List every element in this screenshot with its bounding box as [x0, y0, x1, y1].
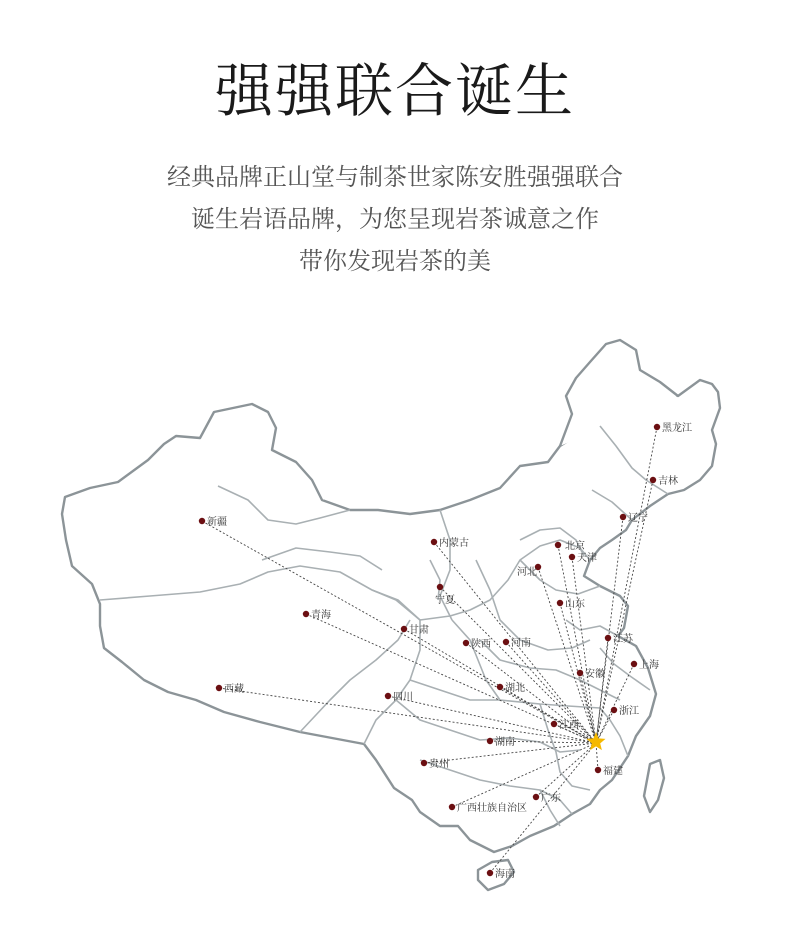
outline-main	[62, 380, 720, 852]
location-dot	[555, 542, 561, 548]
location-dot	[487, 738, 493, 744]
location-dot	[503, 639, 509, 645]
location-dot	[199, 518, 205, 524]
location-label: 河北	[517, 567, 537, 578]
location-dot	[595, 767, 601, 773]
location-dot	[605, 635, 611, 641]
location-label: 天津	[577, 553, 597, 564]
subtitle-line: 诞生岩语品牌，为您呈现岩茶诚意之作	[191, 205, 599, 233]
location-label: 北京	[565, 541, 585, 552]
location-label: 山东	[565, 599, 585, 610]
location-label: 黑龙江	[662, 423, 692, 434]
location-label: 上海	[639, 660, 659, 671]
location-dot	[611, 707, 617, 713]
location-dot	[533, 794, 539, 800]
location-label: 青海	[311, 610, 331, 621]
location-dot	[216, 685, 222, 691]
china-map	[0, 330, 790, 930]
outline-taiwan	[644, 760, 664, 812]
location-dot	[463, 640, 469, 646]
location-label: 宁夏	[435, 595, 455, 606]
location-dot	[303, 611, 309, 617]
location-label: 贵州	[429, 759, 449, 770]
location-dot	[650, 477, 656, 483]
location-label: 西藏	[224, 684, 244, 695]
province-outlines	[62, 340, 720, 890]
location-label: 四川	[393, 692, 413, 703]
location-dot	[449, 804, 455, 810]
location-label: 吉林	[658, 476, 678, 487]
location-label: 江苏	[613, 634, 633, 645]
subtitle-line: 带你发现岩茶的美	[299, 247, 491, 275]
location-label: 海南	[495, 869, 515, 880]
location-dot	[487, 870, 493, 876]
location-dot	[654, 424, 660, 430]
location-dot	[631, 661, 637, 667]
location-dot	[437, 584, 443, 590]
location-label: 广东	[541, 793, 561, 804]
location-dot	[421, 760, 427, 766]
page-title: 强强联合诞生	[214, 57, 575, 125]
subtitle-line: 经典品牌正山堂与制茶世家陈安胜强强联合	[167, 163, 623, 191]
location-dot	[551, 721, 557, 727]
location-label: 江西	[559, 720, 579, 731]
location-dot	[497, 684, 503, 690]
location-dot	[401, 626, 407, 632]
location-label: 福建	[603, 766, 623, 777]
location-label: 湖南	[495, 737, 515, 748]
location-dot	[385, 693, 391, 699]
location-dot	[569, 554, 575, 560]
location-dot	[620, 514, 626, 520]
location-dot	[577, 670, 583, 676]
location-label: 安徽	[585, 669, 605, 680]
location-label: 新疆	[207, 517, 227, 528]
location-label: 陕西	[471, 639, 491, 650]
location-dot	[557, 600, 563, 606]
location-label: 广西壮族自治区	[457, 803, 527, 814]
location-label: 湖北	[505, 683, 525, 694]
subtitle	[0, 156, 790, 282]
location-label: 内蒙古	[439, 538, 469, 549]
location-dot	[431, 539, 437, 545]
location-label: 辽宁	[628, 513, 648, 524]
location-label: 甘肃	[409, 625, 429, 636]
location-label: 浙江	[619, 706, 639, 717]
location-label: 河南	[511, 638, 531, 649]
